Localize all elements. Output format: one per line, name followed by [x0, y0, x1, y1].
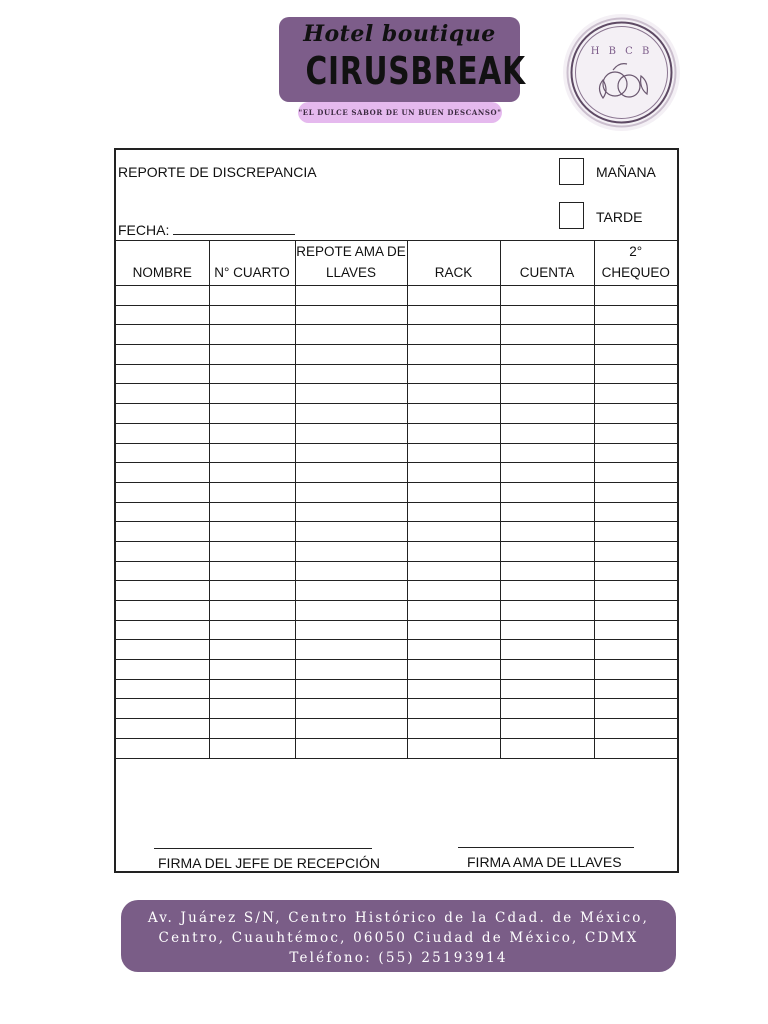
table-cell[interactable] [209, 738, 295, 758]
table-cell[interactable] [407, 384, 500, 404]
table-cell[interactable] [295, 738, 407, 758]
table-cell[interactable] [116, 482, 209, 502]
table-cell[interactable] [594, 305, 677, 325]
table-cell[interactable] [594, 423, 677, 443]
seal-letters: H B C B [590, 46, 653, 57]
table-cell[interactable] [116, 325, 209, 345]
table-cell[interactable] [209, 364, 295, 384]
table-cell[interactable] [295, 699, 407, 719]
table-cell[interactable] [594, 522, 677, 542]
table-cell[interactable] [407, 660, 500, 680]
table-row [116, 482, 677, 502]
table-cell[interactable] [116, 541, 209, 561]
table-row [116, 364, 677, 384]
table-cell[interactable] [594, 384, 677, 404]
table-cell[interactable] [295, 502, 407, 522]
table-cell[interactable] [407, 601, 500, 621]
table-cell[interactable] [295, 620, 407, 640]
table-row [116, 620, 677, 640]
table-cell[interactable] [407, 719, 500, 739]
logo-brand-text: CIRUSBREAK [305, 49, 526, 93]
footer-address-banner [121, 900, 676, 972]
column-header-account: CUENTA [500, 241, 594, 286]
table-cell[interactable] [594, 699, 677, 719]
table-cell[interactable] [500, 640, 594, 660]
table-cell[interactable] [594, 581, 677, 601]
afternoon-label: TARDE [596, 209, 643, 225]
table-cell[interactable] [209, 423, 295, 443]
table-cell[interactable] [500, 719, 594, 739]
afternoon-checkbox[interactable] [559, 202, 584, 229]
table-cell[interactable] [209, 699, 295, 719]
table-cell[interactable] [407, 620, 500, 640]
table-cell[interactable] [116, 660, 209, 680]
table-cell[interactable] [594, 561, 677, 581]
table-row [116, 679, 677, 699]
table-body [116, 286, 677, 759]
table-cell[interactable] [116, 679, 209, 699]
table-cell[interactable] [500, 738, 594, 758]
table-cell[interactable] [407, 345, 500, 365]
table-cell[interactable] [209, 601, 295, 621]
table-cell[interactable] [116, 699, 209, 719]
table-cell[interactable] [594, 679, 677, 699]
table-cell[interactable] [295, 640, 407, 660]
table-row [116, 384, 677, 404]
slogan: "EL DULCE SABOR DE UN BUEN DESCANSO" [298, 102, 502, 123]
table-cell[interactable] [500, 286, 594, 306]
table-row [116, 699, 677, 719]
table-cell[interactable] [209, 286, 295, 306]
table-row [116, 404, 677, 424]
table-cell[interactable] [407, 423, 500, 443]
table-row [116, 719, 677, 739]
date-blank-line [173, 222, 295, 235]
table-cell[interactable] [295, 541, 407, 561]
table-cell[interactable] [295, 443, 407, 463]
phone-number: Teléfono: (55) 25193914 [289, 950, 508, 966]
table-cell[interactable] [594, 601, 677, 621]
column-header-housekeeper-report: REPOTE AMA DE LLAVES [295, 241, 407, 286]
table-cell[interactable] [407, 738, 500, 758]
table-cell[interactable] [295, 286, 407, 306]
morning-label: MAÑANA [596, 164, 656, 180]
table-cell[interactable] [594, 463, 677, 483]
table-cell[interactable] [116, 738, 209, 758]
table-row [116, 423, 677, 443]
table-cell[interactable] [594, 738, 677, 758]
table-row [116, 601, 677, 621]
table-row [116, 463, 677, 483]
table-cell[interactable] [594, 364, 677, 384]
table-row [116, 286, 677, 306]
table-cell[interactable] [407, 305, 500, 325]
table-cell[interactable] [295, 660, 407, 680]
table-cell[interactable] [594, 660, 677, 680]
table-row [116, 541, 677, 561]
table-cell[interactable] [407, 463, 500, 483]
table-cell[interactable] [295, 364, 407, 384]
table-cell[interactable] [295, 719, 407, 739]
table-cell[interactable] [407, 443, 500, 463]
column-header-second-check: 2° CHEQUEO [594, 241, 677, 286]
table-cell[interactable] [295, 345, 407, 365]
table-cell[interactable] [116, 640, 209, 660]
table-row [116, 640, 677, 660]
table-cell[interactable] [500, 305, 594, 325]
date-field [118, 222, 295, 238]
morning-checkbox[interactable] [559, 158, 584, 185]
table-cell[interactable] [116, 502, 209, 522]
table-cell[interactable] [209, 640, 295, 660]
table-cell[interactable] [209, 443, 295, 463]
table-cell[interactable] [500, 601, 594, 621]
table-cell[interactable] [407, 561, 500, 581]
table-cell[interactable] [407, 364, 500, 384]
table-cell[interactable] [116, 620, 209, 640]
table-cell[interactable] [295, 581, 407, 601]
table-cell[interactable] [116, 404, 209, 424]
table-cell[interactable] [209, 404, 295, 424]
table-cell[interactable] [209, 719, 295, 739]
table-cell[interactable] [209, 305, 295, 325]
table-row [116, 738, 677, 758]
table-cell[interactable] [407, 581, 500, 601]
table-cell[interactable] [594, 482, 677, 502]
table-cell[interactable] [594, 345, 677, 365]
table-row [116, 502, 677, 522]
table-cell[interactable] [116, 364, 209, 384]
table-cell[interactable] [209, 561, 295, 581]
table-cell[interactable] [500, 384, 594, 404]
discrepancy-table [116, 240, 677, 759]
reception-signature-label: FIRMA DEL JEFE DE RECEPCIÓN [158, 855, 380, 871]
table-cell[interactable] [116, 305, 209, 325]
table-cell[interactable] [407, 482, 500, 502]
table-cell[interactable] [594, 640, 677, 660]
table-row [116, 345, 677, 365]
housekeeper-signature-line [458, 847, 634, 848]
table-cell[interactable] [209, 345, 295, 365]
table-cell[interactable] [116, 463, 209, 483]
column-header-room: N° CUARTO [209, 241, 295, 286]
table-cell[interactable] [116, 423, 209, 443]
table-cell[interactable] [500, 541, 594, 561]
form-title: REPORTE DE DISCREPANCIA [118, 164, 317, 180]
table-cell[interactable] [500, 699, 594, 719]
table-cell[interactable] [500, 463, 594, 483]
hotel-logo [279, 17, 526, 102]
table-cell[interactable] [209, 384, 295, 404]
table-cell[interactable] [116, 719, 209, 739]
address-line-1: Av. Juárez S/N, Centro Histórico de la Cdad. de México, [147, 910, 650, 926]
table-cell[interactable] [594, 541, 677, 561]
table-cell[interactable] [116, 581, 209, 601]
table-row [116, 305, 677, 325]
discrepancy-form [114, 148, 679, 873]
table-cell[interactable] [295, 404, 407, 424]
table-cell[interactable] [500, 522, 594, 542]
table-cell[interactable] [594, 620, 677, 640]
table-cell[interactable] [407, 404, 500, 424]
table-cell[interactable] [500, 364, 594, 384]
column-header-rack: RACK [407, 241, 500, 286]
logo-script-text: Hotel boutique [303, 21, 496, 47]
column-header-name: NOMBRE [116, 241, 209, 286]
table-cell[interactable] [594, 719, 677, 739]
table-cell[interactable] [209, 325, 295, 345]
table-cell[interactable] [295, 423, 407, 443]
table-cell[interactable] [116, 443, 209, 463]
table-cell[interactable] [594, 502, 677, 522]
table-row [116, 325, 677, 345]
table-cell[interactable] [594, 286, 677, 306]
table-cell[interactable] [209, 541, 295, 561]
table-row [116, 522, 677, 542]
table-cell[interactable] [209, 679, 295, 699]
table-cell[interactable] [209, 463, 295, 483]
table-cell[interactable] [500, 404, 594, 424]
table-cell[interactable] [500, 345, 594, 365]
table-cell[interactable] [295, 679, 407, 699]
table-cell[interactable] [295, 561, 407, 581]
table-cell[interactable] [407, 699, 500, 719]
table-cell[interactable] [209, 482, 295, 502]
table-row [116, 660, 677, 680]
table-cell[interactable] [116, 601, 209, 621]
reception-signature-line [154, 848, 372, 849]
table-cell[interactable] [407, 325, 500, 345]
table-cell[interactable] [500, 325, 594, 345]
table-cell[interactable] [500, 423, 594, 443]
table-header-row [116, 241, 677, 286]
seal-emblem-icon [563, 14, 680, 131]
table-cell[interactable] [209, 620, 295, 640]
table-cell[interactable] [500, 482, 594, 502]
table-cell[interactable] [407, 679, 500, 699]
table-cell[interactable] [116, 345, 209, 365]
table-cell[interactable] [500, 660, 594, 680]
table-cell[interactable] [407, 286, 500, 306]
table-cell[interactable] [116, 384, 209, 404]
table-cell[interactable] [209, 522, 295, 542]
seal-logo [563, 14, 680, 131]
table-cell[interactable] [295, 325, 407, 345]
housekeeper-signature-label: FIRMA AMA DE LLAVES [467, 854, 622, 870]
table-cell[interactable] [407, 541, 500, 561]
table-cell[interactable] [594, 404, 677, 424]
table-cell[interactable] [500, 443, 594, 463]
table-cell[interactable] [116, 286, 209, 306]
table-cell[interactable] [594, 325, 677, 345]
table-cell[interactable] [594, 443, 677, 463]
table-cell[interactable] [500, 620, 594, 640]
table-row [116, 561, 677, 581]
table-cell[interactable] [500, 679, 594, 699]
table-cell[interactable] [116, 522, 209, 542]
table-cell[interactable] [500, 581, 594, 601]
table-cell[interactable] [209, 502, 295, 522]
table-cell[interactable] [407, 502, 500, 522]
table-cell[interactable] [500, 502, 594, 522]
table-cell[interactable] [209, 581, 295, 601]
table-cell[interactable] [209, 660, 295, 680]
address-line-2: Centro, Cuauhtémoc, 06050 Ciudad de México, CDMX [158, 930, 639, 946]
table-cell[interactable] [295, 482, 407, 502]
table-row [116, 581, 677, 601]
table-cell[interactable] [407, 522, 500, 542]
table-cell[interactable] [295, 305, 407, 325]
table-row [116, 443, 677, 463]
table-cell[interactable] [295, 384, 407, 404]
table-cell[interactable] [295, 463, 407, 483]
date-label: FECHA: [118, 222, 170, 238]
table-cell[interactable] [500, 561, 594, 581]
table-cell[interactable] [295, 601, 407, 621]
table-cell[interactable] [407, 640, 500, 660]
table-cell[interactable] [295, 522, 407, 542]
table-cell[interactable] [116, 561, 209, 581]
